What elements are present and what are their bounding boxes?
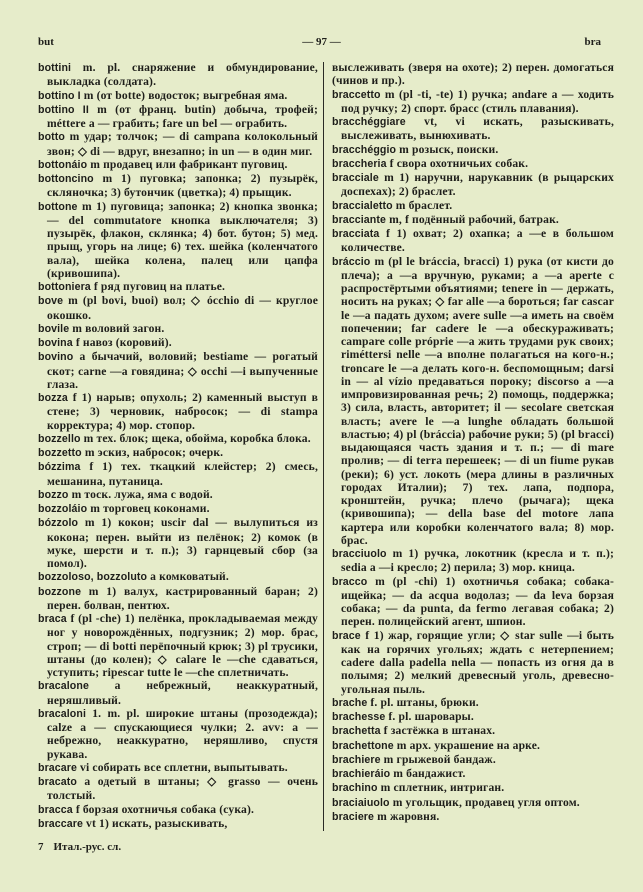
dictionary-entry	[38, 585, 318, 613]
column-divider	[323, 62, 324, 831]
entry-headword: braccialetto	[332, 199, 393, 212]
dictionary-entry	[332, 629, 614, 696]
entry-headword: brachettone	[332, 739, 394, 752]
entry-headword: braccetto	[332, 88, 381, 101]
dictionary-entry	[38, 460, 318, 488]
entry-definition: m 1) кокон; uscir dal — вылупиться из кокона; перен. выйти из пелёнок; 2) комок (в муке, шерсти и т. п.); 3) гарнцевый сбор (за помол).	[47, 516, 318, 570]
dictionary-entry	[38, 516, 318, 570]
entry-headword: bove	[38, 295, 64, 308]
entry-headword: braciaiuolo	[332, 796, 390, 809]
dictionary-entry	[332, 227, 614, 255]
dictionary-entry	[332, 575, 614, 629]
entry-headword: bottonáio	[38, 158, 88, 171]
dictionary-entry	[332, 255, 614, 548]
entry-definition: m жаровня.	[377, 809, 440, 823]
entry-definition: m тех. блок; щека, обойма, коробка блока.	[83, 431, 311, 445]
entry-definition: m (pl -chi) 1) охотничья собака; собака-ищейка; — da acqua водолаз; — da leva борзая собака; — da punta, da fermo легавая собака; 2) перен. полицейский агент, шпион.	[341, 574, 614, 629]
entry-definition: 1. m. pl. широкие штаны (прозодежда); calze a — спускающиеся чулки; 2. avv: a — небрежно, неаккуратно, неряшливо, спустя рукава.	[47, 706, 318, 761]
left-column	[38, 61, 318, 831]
entry-definition: vi собирать все сплетни, выпытывать.	[80, 760, 288, 774]
entry-definition: m (pl -ti, -te) 1) ручка; andare a — ходить под ручку; 2) спорт. брасс (стиль плавания).	[341, 87, 614, 115]
signature-text: Итал.-рус. сл.	[53, 841, 122, 853]
entry-definition: m (от франц. butin) добыча, трофей; méttere a — грабить; fare un bel — ограбить.	[47, 102, 318, 130]
dictionary-entry	[332, 115, 614, 143]
entry-definition: f 1) охват; 2) охапка; a —e в большом количестве.	[341, 227, 614, 255]
dictionary-entry	[38, 61, 318, 89]
entry-headword: bottino II	[38, 103, 89, 116]
dictionary-entry	[38, 446, 318, 460]
entry-definition: m сплетник, интриган.	[380, 781, 505, 795]
entry-definition: m бандажист.	[393, 767, 466, 780]
dictionary-entry	[332, 61, 614, 88]
entry-definition: f 1) тех. ткацкий клейстер; 2) смесь, мешанина, путаница.	[47, 460, 318, 488]
entry-headword: brachiere	[332, 753, 381, 766]
entry-definition: f борзая охотничья собака (сука).	[75, 802, 255, 816]
entry-definition: f. pl. шаровары.	[388, 710, 474, 723]
dictionary-entry	[38, 488, 318, 502]
entry-definition: f свора охотничьих собак.	[389, 156, 529, 170]
dictionary-entry	[332, 739, 614, 753]
entry-definition: m 1) валух, кастрированный баран; 2) перен. болван, пентюх.	[47, 584, 318, 612]
entry-headword: braciere	[332, 810, 375, 823]
dictionary-entry	[332, 199, 614, 213]
entry-headword: bovile	[38, 322, 70, 335]
dictionary-entry	[332, 724, 614, 738]
entry-headword: brachetta	[332, 725, 381, 738]
dictionary-entry	[38, 707, 318, 761]
entry-definition: f застёжка в штанах.	[383, 724, 496, 738]
dictionary-entry	[38, 817, 318, 831]
dictionary-entry	[332, 143, 614, 157]
entry-definition: a одетый в штаны; ◇ grasso — очень толстый.	[47, 775, 318, 803]
entry-headword: brace	[332, 629, 361, 642]
entry-headword: bracaloni	[38, 707, 86, 720]
entry-definition: m арх. украшение на арке.	[396, 738, 541, 752]
dictionary-entry	[38, 761, 318, 775]
dictionary-entry	[38, 172, 318, 200]
entry-headword: braccare	[38, 817, 83, 830]
dictionary-entry	[38, 391, 318, 432]
entry-headword: bráccio	[332, 255, 371, 268]
entry-definition: m 1) наручни, нарукавник (в рыцарских доспехах); 2) браслет.	[341, 171, 614, 199]
dictionary-entry	[38, 350, 318, 391]
entry-headword: bovino	[38, 351, 74, 364]
entry-headword: bozzoloso, bozzoluto	[38, 571, 148, 584]
entry-definition: f. pl. штаны, брюки.	[370, 695, 479, 709]
entry-headword: bozzone	[38, 585, 82, 598]
entry-headword: bracciuolo	[332, 548, 387, 560]
entry-definition: f ряд пуговиц на платье.	[93, 280, 226, 293]
dictionary-entry	[38, 570, 318, 584]
dictionary-entry	[38, 679, 318, 707]
entry-definition: m (от botte) водосток; выгребная яма.	[83, 88, 288, 102]
entry-headword: bottini	[38, 62, 72, 74]
dictionary-entry	[332, 696, 614, 710]
entry-headword: bracciale	[332, 172, 379, 184]
signature-number: 7	[38, 841, 44, 853]
entry-headword: bottoncino	[38, 173, 94, 185]
entry-headword: bracco	[332, 575, 368, 588]
dictionary-entry	[332, 710, 614, 724]
entry-headword: bracciata	[332, 228, 380, 240]
running-head-left: but	[38, 36, 54, 48]
right-column	[332, 61, 614, 824]
footer-signature	[38, 841, 121, 853]
entry-definition: m 1) пуговица; запонка; 2) кнопка звонка; — del commutatore кнопка выключателя; 3) пузырёк, флакон, склянка; 4) бот. бутон; 5) мед. прыщ, угорь на лице; 6) тех. шейка (коленчатого вала), шейка колена, палец или цапфа (кривошипа).	[47, 199, 318, 280]
entry-headword: bracato	[38, 776, 77, 788]
dictionary-entry	[38, 294, 318, 322]
dictionary-entry	[332, 213, 614, 227]
dictionary-entry	[332, 767, 614, 781]
dictionary-entry	[332, 796, 614, 810]
entry-definition: выслеживать (зверя на охоте); 2) перен. домогаться (чинов и пр.).	[332, 61, 614, 88]
entry-definition: m грыжевой бандаж.	[383, 752, 496, 766]
entry-headword: brachesse	[332, 711, 386, 723]
entry-headword: botto	[38, 131, 65, 144]
entry-definition: m удар; толчок; — di campana колокольный звон; ◇ di — вдруг, внезапно; in un — в один миг.	[47, 130, 318, 158]
dictionary-entry	[38, 200, 318, 281]
dictionary-entry	[38, 280, 318, 294]
entry-definition: m розыск, поиски.	[399, 142, 499, 156]
entry-definition: m 1) пуговка; запонка; 2) пузырёк, скляночка; 3) бутончик (цветка); 4) прыщик.	[47, 172, 318, 200]
entry-definition: m (pl le bráccia, bracci) 1) рука (от кисти до плеча); a —a вручную, руками; a —a aperte с распростёртыми объятиями; tenere in — держать, носить на руках; ◇ far alle —a бороться; far cascar le —a падать духом; avere sulle —a иметь на своём попечении; far cadere le —a обескураживать; campare colle próprie —a жить трудами рук своих; riméttersi nelle —a вполне полагаться на кого-н.; troncare le —a делать кого-н. беспомощным; darsi in — al vízio предаваться пороку; discorso a —a импровизированная речь; 2) помощь, поддержка; 3) сила, власть, авторитет; il — secolare светская власть; avere le —a lunghe обладать большой властью; 4) pl (bráccia) рабочие руки; 5) (pl bracci) выдающаяся часть здания и т. п.; — di mare пролив; — di terra перешеек; — di un fiume рукав (реки); 6) уст. локоть (мера длины в различных городах Италии); 7) тех. лапа, подпора, кронштейн, ручка; плечо (рычага); щека (кривошипа); — della base del motore лапа картера или коробки коленчатого вала; 8) мор. брас.	[341, 254, 614, 547]
entry-definition: m. pl. снаряжение и обмундирование, выкладка (солдата).	[47, 61, 318, 89]
dictionary-entry	[38, 103, 318, 131]
entry-headword: bracchéggiare	[332, 116, 406, 128]
entry-headword: bozza	[38, 392, 68, 404]
entry-definition: m торговец коконами.	[90, 502, 210, 515]
entry-definition: m браслет.	[395, 198, 453, 212]
entry-definition: a комковатый.	[150, 570, 229, 584]
entry-headword: braca	[38, 613, 67, 625]
entry-definition: vt 1) искать, разыскивать,	[86, 816, 228, 830]
entry-headword: bozzo	[38, 488, 69, 501]
entry-definition: m эскиз, набросок; очерк.	[84, 446, 224, 459]
dictionary-entry	[38, 432, 318, 446]
dictionary-entry	[38, 322, 318, 336]
entry-headword: brachieráio	[332, 768, 391, 780]
page-number: — 97 —	[302, 36, 341, 48]
entry-headword: bracalone	[38, 680, 89, 693]
entry-headword: bracciante	[332, 213, 386, 226]
entry-definition: m продавец или фабрикант пуговиц.	[90, 157, 288, 171]
dictionary-entry	[332, 88, 614, 116]
entry-definition: m, f подённый рабочий, батрак.	[389, 212, 559, 226]
entry-headword: bozzetto	[38, 447, 82, 459]
entry-definition: m воловий загон.	[72, 321, 165, 335]
dictionary-entry	[38, 502, 318, 516]
entry-definition: m (pl bovi, buoi) вол; ◇ ócchio di — круглое окошко.	[47, 294, 318, 322]
entry-headword: bracare	[38, 761, 77, 774]
entry-definition: a бычачий, воловий; bestiame — рогатый скот; carne —a говядина; ◇ occhi —i выпученные глаза.	[47, 350, 318, 391]
entry-headword: bózzolo	[38, 517, 79, 530]
entry-definition: f 1) жар, горящие угли; ◇ star sulle —i быть как на горячих угольях; ждать с нетерпением; cadere dalla padella nella — попасть из огня да в полымя; 2) мелкий древесный уголь, древесно-угольная пыль.	[341, 628, 614, 696]
entry-headword: bottone	[38, 200, 78, 213]
entry-headword: brache	[332, 696, 368, 709]
dictionary-entry	[332, 810, 614, 824]
dictionary-entry	[332, 781, 614, 795]
running-head-right: bra	[584, 36, 601, 48]
entry-definition: f (pl -che) 1) пелёнка, прокладываемая между ног у новорождённых, подгузник; 2) мор. брас, строп; — di botti перёпочный крюк; 3) pl трусики, штаны (до колен); ◇ calare le —che сдаваться, уступить; ripescar tutte le —che сплетничать.	[47, 612, 318, 679]
entry-definition: a небрежный, неаккуратный, неряшливый.	[47, 679, 318, 707]
dictionary-entry	[332, 753, 614, 767]
dictionary-entry	[38, 158, 318, 172]
dictionary-entry	[332, 171, 614, 199]
dictionary-entry	[38, 612, 318, 679]
entry-definition: m 1) ручка, локотник (кресла и т. п.); sedia a —i кресло; 2) перила; 3) мор. кница.	[341, 547, 614, 575]
entry-headword: bovina	[38, 337, 73, 349]
entry-definition: f 1) нарыв; опухоль; 2) каменный выступ в стене; 3) черновик, набросок; — di stampa корректура; 4) мор. стопор.	[47, 391, 318, 432]
entry-definition: vt, vi искать, разыскивать, выслеживать, вынюхивать.	[341, 115, 614, 143]
entry-headword: bracca	[38, 803, 73, 816]
entry-headword: bozzello	[38, 432, 81, 445]
dictionary-entry	[38, 775, 318, 803]
entry-headword: bottino I	[38, 89, 81, 102]
entry-definition: f навоз (коровий).	[75, 336, 172, 349]
dictionary-entry	[38, 803, 318, 817]
dictionary-entry	[332, 547, 614, 575]
entry-headword: bózzima	[38, 461, 81, 474]
entry-headword: bozzoláio	[38, 503, 88, 515]
entry-headword: braccheria	[332, 157, 387, 170]
dictionary-entry	[38, 336, 318, 350]
entry-definition: m тоск. лужа, яма с водой.	[71, 487, 213, 501]
dictionary-entry	[38, 89, 318, 103]
entry-headword: bracchéggio	[332, 143, 397, 156]
entry-headword: brachino	[332, 782, 378, 795]
entry-definition: m угольщик, продавец угля оптом.	[392, 795, 580, 809]
dictionary-entry	[332, 157, 614, 171]
entry-headword: bottoniera	[38, 281, 91, 293]
dictionary-entry	[38, 130, 318, 158]
